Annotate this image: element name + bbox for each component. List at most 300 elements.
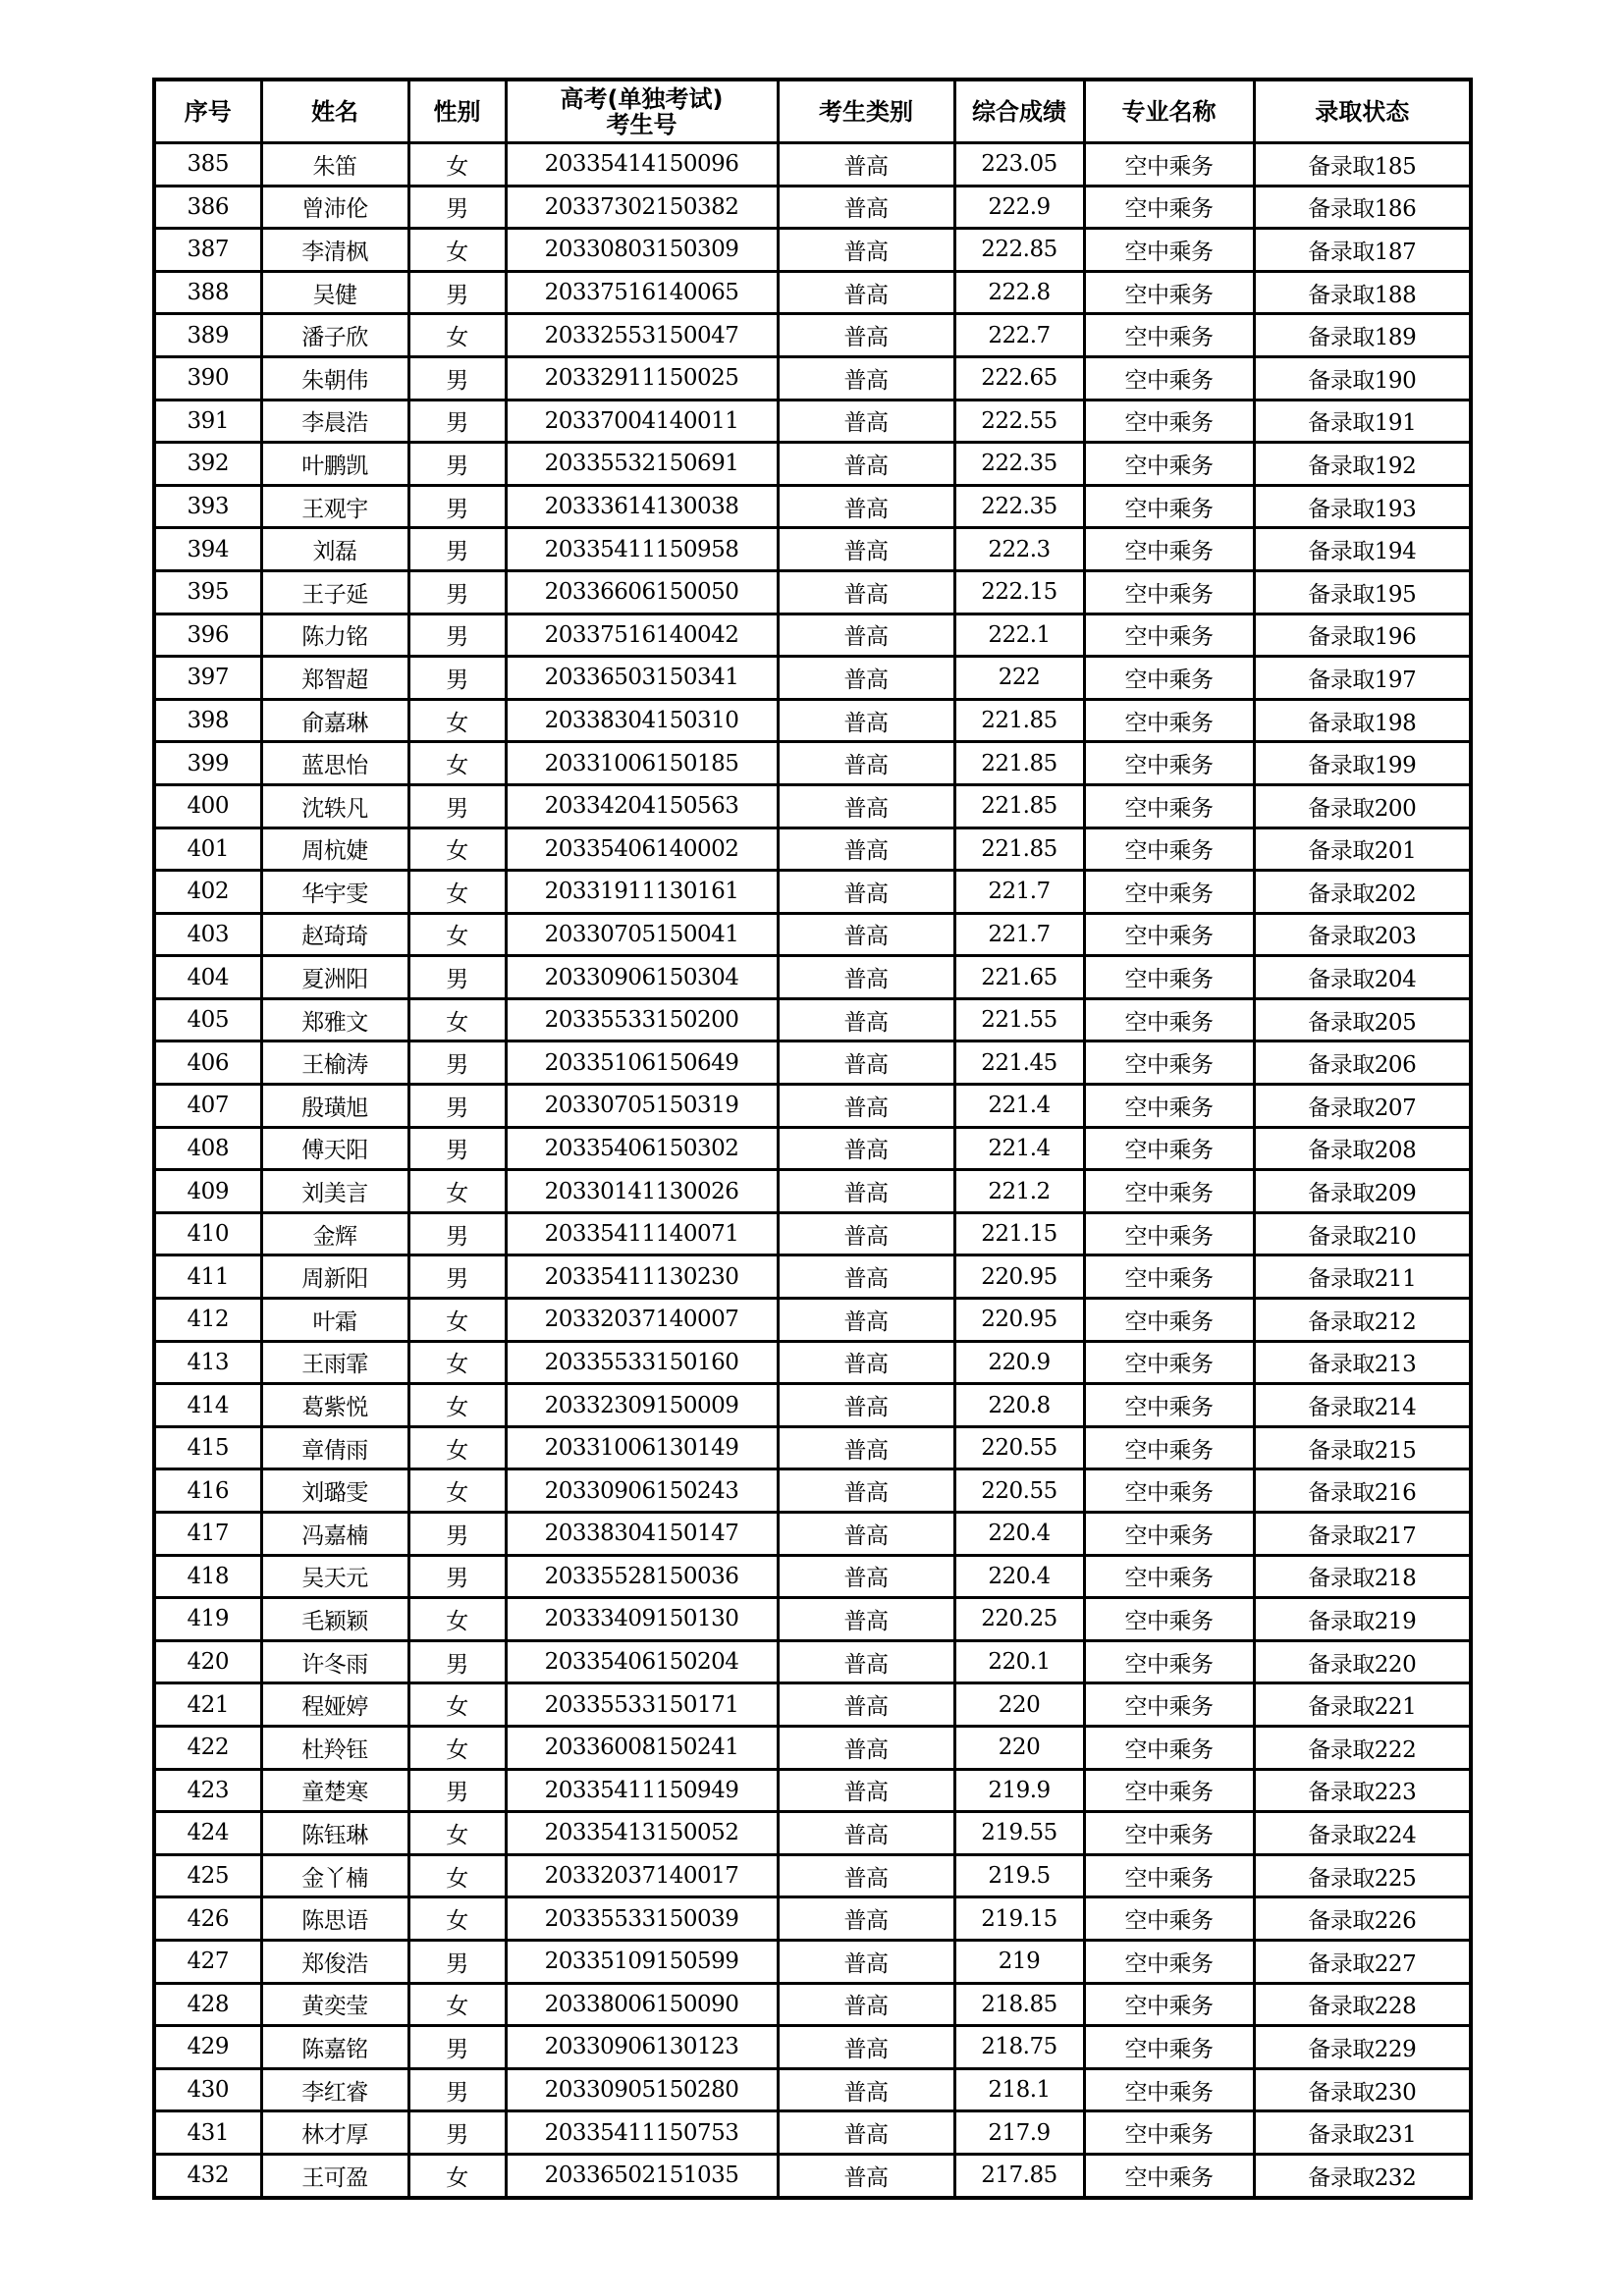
cell-seq: 424 xyxy=(154,1812,261,1855)
cell-score: 220.55 xyxy=(954,1426,1084,1469)
table-row xyxy=(154,271,1471,314)
cell-score: 222.55 xyxy=(954,400,1084,443)
table-row xyxy=(154,443,1471,486)
cell-exam-id: 20330906130123 xyxy=(506,2026,778,2069)
table-row xyxy=(154,314,1471,357)
cell-status: 备录取187 xyxy=(1254,229,1471,272)
cell-gender: 男 xyxy=(408,186,506,229)
cell-gender: 男 xyxy=(408,1212,506,1255)
cell-category: 普高 xyxy=(778,1085,954,1128)
cell-gender: 男 xyxy=(408,657,506,700)
cell-category: 普高 xyxy=(778,828,954,871)
cell-status: 备录取211 xyxy=(1254,1255,1471,1299)
cell-seq: 413 xyxy=(154,1341,261,1384)
cell-category: 普高 xyxy=(778,2154,954,2197)
table-row xyxy=(154,356,1471,400)
cell-name: 傅天阳 xyxy=(261,1127,408,1170)
cell-exam-id: 20336606150050 xyxy=(506,570,778,614)
cell-major: 空中乘务 xyxy=(1084,570,1254,614)
cell-score: 222 xyxy=(954,657,1084,700)
header-score: 综合成绩 xyxy=(954,80,1084,143)
cell-category: 普高 xyxy=(778,956,954,999)
cell-score: 218.75 xyxy=(954,2026,1084,2069)
cell-seq: 407 xyxy=(154,1085,261,1128)
cell-major: 空中乘务 xyxy=(1084,1127,1254,1170)
table-row xyxy=(154,570,1471,614)
cell-score: 219 xyxy=(954,1940,1084,1983)
cell-score: 222.35 xyxy=(954,485,1084,528)
cell-seq: 423 xyxy=(154,1769,261,1812)
cell-major: 空中乘务 xyxy=(1084,2154,1254,2197)
cell-gender: 男 xyxy=(408,400,506,443)
cell-status: 备录取217 xyxy=(1254,1513,1471,1556)
cell-category: 普高 xyxy=(778,699,954,742)
cell-category: 普高 xyxy=(778,186,954,229)
table-row xyxy=(154,784,1471,828)
cell-gender: 男 xyxy=(408,1085,506,1128)
cell-major: 空中乘务 xyxy=(1084,1170,1254,1213)
cell-exam-id: 20330705150041 xyxy=(506,913,778,956)
cell-gender: 男 xyxy=(408,271,506,314)
cell-name: 刘美言 xyxy=(261,1170,408,1213)
header-seq: 序号 xyxy=(154,80,261,143)
cell-major: 空中乘务 xyxy=(1084,314,1254,357)
cell-status: 备录取199 xyxy=(1254,742,1471,785)
cell-seq: 417 xyxy=(154,1513,261,1556)
cell-seq: 399 xyxy=(154,742,261,785)
cell-name: 许冬雨 xyxy=(261,1640,408,1683)
cell-status: 备录取200 xyxy=(1254,784,1471,828)
table-row xyxy=(154,1299,1471,1342)
cell-name: 李晨浩 xyxy=(261,400,408,443)
cell-category: 普高 xyxy=(778,2068,954,2111)
cell-seq: 395 xyxy=(154,570,261,614)
cell-gender: 女 xyxy=(408,1384,506,1427)
table-row xyxy=(154,1598,1471,1641)
cell-score: 220.95 xyxy=(954,1299,1084,1342)
cell-score: 220.95 xyxy=(954,1255,1084,1299)
cell-name: 王雨霏 xyxy=(261,1341,408,1384)
cell-major: 空中乘务 xyxy=(1084,2111,1254,2155)
cell-score: 221.85 xyxy=(954,742,1084,785)
cell-name: 华宇雯 xyxy=(261,871,408,914)
cell-score: 222.1 xyxy=(954,614,1084,657)
cell-category: 普高 xyxy=(778,1170,954,1213)
cell-name: 刘磊 xyxy=(261,528,408,571)
cell-major: 空中乘务 xyxy=(1084,998,1254,1041)
cell-status: 备录取185 xyxy=(1254,143,1471,187)
cell-seq: 425 xyxy=(154,1854,261,1897)
cell-name: 郑智超 xyxy=(261,657,408,700)
cell-exam-id: 20332309150009 xyxy=(506,1384,778,1427)
cell-category: 普高 xyxy=(778,1384,954,1427)
cell-status: 备录取189 xyxy=(1254,314,1471,357)
table-row xyxy=(154,1897,1471,1941)
table-row xyxy=(154,1726,1471,1769)
cell-score: 220.9 xyxy=(954,1341,1084,1384)
cell-major: 空中乘务 xyxy=(1084,657,1254,700)
cell-major: 空中乘务 xyxy=(1084,229,1254,272)
cell-status: 备录取195 xyxy=(1254,570,1471,614)
cell-gender: 女 xyxy=(408,1983,506,2026)
cell-score: 221.7 xyxy=(954,913,1084,956)
cell-name: 周杭婕 xyxy=(261,828,408,871)
table-row xyxy=(154,528,1471,571)
cell-status: 备录取196 xyxy=(1254,614,1471,657)
table-row xyxy=(154,1426,1471,1469)
cell-major: 空中乘务 xyxy=(1084,186,1254,229)
cell-name: 杜羚钰 xyxy=(261,1726,408,1769)
cell-seq: 420 xyxy=(154,1640,261,1683)
cell-major: 空中乘务 xyxy=(1084,1299,1254,1342)
table-row xyxy=(154,1170,1471,1213)
cell-name: 李红睿 xyxy=(261,2068,408,2111)
cell-status: 备录取192 xyxy=(1254,443,1471,486)
cell-score: 218.85 xyxy=(954,1983,1084,2026)
cell-seq: 396 xyxy=(154,614,261,657)
cell-name: 王观宇 xyxy=(261,485,408,528)
cell-major: 空中乘务 xyxy=(1084,1983,1254,2026)
cell-status: 备录取219 xyxy=(1254,1598,1471,1641)
cell-seq: 388 xyxy=(154,271,261,314)
cell-score: 220.25 xyxy=(954,1598,1084,1641)
table-row xyxy=(154,1341,1471,1384)
cell-exam-id: 20335411130230 xyxy=(506,1255,778,1299)
header-category: 考生类别 xyxy=(778,80,954,143)
cell-name: 陈力铭 xyxy=(261,614,408,657)
cell-exam-id: 20331006150185 xyxy=(506,742,778,785)
cell-status: 备录取215 xyxy=(1254,1426,1471,1469)
cell-seq: 422 xyxy=(154,1726,261,1769)
cell-status: 备录取222 xyxy=(1254,1726,1471,1769)
cell-gender: 男 xyxy=(408,614,506,657)
cell-major: 空中乘务 xyxy=(1084,1854,1254,1897)
cell-category: 普高 xyxy=(778,1426,954,1469)
header-name: 姓名 xyxy=(261,80,408,143)
table-row xyxy=(154,2111,1471,2155)
cell-major: 空中乘务 xyxy=(1084,1812,1254,1855)
cell-name: 王子延 xyxy=(261,570,408,614)
cell-exam-id: 20333614130038 xyxy=(506,485,778,528)
cell-category: 普高 xyxy=(778,913,954,956)
cell-major: 空中乘务 xyxy=(1084,1469,1254,1513)
cell-score: 221.85 xyxy=(954,828,1084,871)
cell-seq: 386 xyxy=(154,186,261,229)
cell-status: 备录取228 xyxy=(1254,1983,1471,2026)
cell-exam-id: 20330705150319 xyxy=(506,1085,778,1128)
cell-status: 备录取191 xyxy=(1254,400,1471,443)
cell-seq: 411 xyxy=(154,1255,261,1299)
table-row xyxy=(154,1640,1471,1683)
cell-category: 普高 xyxy=(778,1726,954,1769)
cell-name: 童楚寒 xyxy=(261,1769,408,1812)
cell-score: 220.4 xyxy=(954,1555,1084,1598)
cell-status: 备录取229 xyxy=(1254,2026,1471,2069)
table-row xyxy=(154,828,1471,871)
cell-status: 备录取186 xyxy=(1254,186,1471,229)
cell-category: 普高 xyxy=(778,1555,954,1598)
cell-name: 陈嘉铭 xyxy=(261,2026,408,2069)
cell-status: 备录取201 xyxy=(1254,828,1471,871)
cell-exam-id: 20335414150096 xyxy=(506,143,778,187)
cell-seq: 392 xyxy=(154,443,261,486)
cell-major: 空中乘务 xyxy=(1084,485,1254,528)
cell-name: 程娅婷 xyxy=(261,1683,408,1727)
cell-category: 普高 xyxy=(778,356,954,400)
cell-major: 空中乘务 xyxy=(1084,1726,1254,1769)
cell-category: 普高 xyxy=(778,229,954,272)
cell-score: 222.8 xyxy=(954,271,1084,314)
table-row xyxy=(154,1940,1471,1983)
cell-score: 221.7 xyxy=(954,871,1084,914)
cell-name: 叶霜 xyxy=(261,1299,408,1342)
cell-name: 葛紫悦 xyxy=(261,1384,408,1427)
cell-gender: 男 xyxy=(408,485,506,528)
cell-gender: 男 xyxy=(408,1513,506,1556)
cell-category: 普高 xyxy=(778,143,954,187)
cell-seq: 416 xyxy=(154,1469,261,1513)
cell-major: 空中乘务 xyxy=(1084,742,1254,785)
cell-seq: 405 xyxy=(154,998,261,1041)
cell-status: 备录取230 xyxy=(1254,2068,1471,2111)
cell-score: 222.15 xyxy=(954,570,1084,614)
table-row xyxy=(154,699,1471,742)
cell-score: 220.8 xyxy=(954,1384,1084,1427)
cell-name: 章倩雨 xyxy=(261,1426,408,1469)
cell-seq: 404 xyxy=(154,956,261,999)
cell-score: 223.05 xyxy=(954,143,1084,187)
cell-category: 普高 xyxy=(778,443,954,486)
cell-name: 叶鹏凯 xyxy=(261,443,408,486)
cell-gender: 男 xyxy=(408,2026,506,2069)
cell-gender: 女 xyxy=(408,871,506,914)
cell-status: 备录取225 xyxy=(1254,1854,1471,1897)
cell-category: 普高 xyxy=(778,2026,954,2069)
cell-exam-id: 20334204150563 xyxy=(506,784,778,828)
cell-name: 郑俊浩 xyxy=(261,1940,408,1983)
cell-major: 空中乘务 xyxy=(1084,1897,1254,1941)
cell-exam-id: 20337516140065 xyxy=(506,271,778,314)
cell-status: 备录取218 xyxy=(1254,1555,1471,1598)
cell-seq: 403 xyxy=(154,913,261,956)
cell-category: 普高 xyxy=(778,1255,954,1299)
cell-major: 空中乘务 xyxy=(1084,784,1254,828)
cell-status: 备录取214 xyxy=(1254,1384,1471,1427)
cell-exam-id: 20332553150047 xyxy=(506,314,778,357)
cell-status: 备录取210 xyxy=(1254,1212,1471,1255)
cell-category: 普高 xyxy=(778,998,954,1041)
cell-status: 备录取227 xyxy=(1254,1940,1471,1983)
cell-status: 备录取212 xyxy=(1254,1299,1471,1342)
cell-exam-id: 20338304150310 xyxy=(506,699,778,742)
cell-major: 空中乘务 xyxy=(1084,271,1254,314)
cell-gender: 女 xyxy=(408,1426,506,1469)
cell-exam-id: 20337004140011 xyxy=(506,400,778,443)
table-row xyxy=(154,657,1471,700)
table-row xyxy=(154,1683,1471,1727)
cell-gender: 男 xyxy=(408,956,506,999)
cell-exam-id: 20335411150949 xyxy=(506,1769,778,1812)
cell-score: 220.4 xyxy=(954,1513,1084,1556)
cell-status: 备录取206 xyxy=(1254,1041,1471,1085)
cell-gender: 女 xyxy=(408,2154,506,2197)
table-row xyxy=(154,1513,1471,1556)
cell-exam-id: 20335411150753 xyxy=(506,2111,778,2155)
cell-gender: 女 xyxy=(408,314,506,357)
cell-name: 金辉 xyxy=(261,1212,408,1255)
header-row xyxy=(154,80,1471,143)
table-row xyxy=(154,2068,1471,2111)
cell-major: 空中乘务 xyxy=(1084,956,1254,999)
cell-category: 普高 xyxy=(778,1598,954,1641)
cell-seq: 406 xyxy=(154,1041,261,1085)
cell-seq: 397 xyxy=(154,657,261,700)
cell-status: 备录取221 xyxy=(1254,1683,1471,1727)
cell-score: 221.15 xyxy=(954,1212,1084,1255)
cell-category: 普高 xyxy=(778,1983,954,2026)
cell-exam-id: 20330905150280 xyxy=(506,2068,778,2111)
cell-gender: 女 xyxy=(408,1854,506,1897)
cell-name: 刘璐雯 xyxy=(261,1469,408,1513)
cell-category: 普高 xyxy=(778,528,954,571)
cell-category: 普高 xyxy=(778,1897,954,1941)
cell-exam-id: 20330141130026 xyxy=(506,1170,778,1213)
table-row xyxy=(154,1212,1471,1255)
table-row xyxy=(154,1769,1471,1812)
cell-score: 221.65 xyxy=(954,956,1084,999)
cell-status: 备录取208 xyxy=(1254,1127,1471,1170)
table-row xyxy=(154,1255,1471,1299)
cell-category: 普高 xyxy=(778,784,954,828)
cell-status: 备录取198 xyxy=(1254,699,1471,742)
cell-gender: 女 xyxy=(408,1469,506,1513)
cell-gender: 女 xyxy=(408,1341,506,1384)
cell-exam-id: 20335413150052 xyxy=(506,1812,778,1855)
cell-gender: 男 xyxy=(408,1769,506,1812)
table-row xyxy=(154,485,1471,528)
cell-gender: 男 xyxy=(408,1255,506,1299)
cell-major: 空中乘务 xyxy=(1084,828,1254,871)
cell-gender: 女 xyxy=(408,699,506,742)
cell-gender: 男 xyxy=(408,1640,506,1683)
cell-seq: 427 xyxy=(154,1940,261,1983)
cell-status: 备录取205 xyxy=(1254,998,1471,1041)
header-gender: 性别 xyxy=(408,80,506,143)
table-row xyxy=(154,956,1471,999)
cell-major: 空中乘务 xyxy=(1084,400,1254,443)
cell-seq: 428 xyxy=(154,1983,261,2026)
cell-score: 217.9 xyxy=(954,2111,1084,2155)
table-row xyxy=(154,1555,1471,1598)
cell-gender: 男 xyxy=(408,443,506,486)
cell-major: 空中乘务 xyxy=(1084,2026,1254,2069)
cell-name: 蓝思怡 xyxy=(261,742,408,785)
cell-category: 普高 xyxy=(778,271,954,314)
table-row xyxy=(154,1983,1471,2026)
table-row xyxy=(154,1812,1471,1855)
cell-seq: 432 xyxy=(154,2154,261,2197)
cell-category: 普高 xyxy=(778,570,954,614)
cell-name: 吴天元 xyxy=(261,1555,408,1598)
cell-gender: 女 xyxy=(408,1299,506,1342)
cell-major: 空中乘务 xyxy=(1084,1212,1254,1255)
cell-name: 曾沛伦 xyxy=(261,186,408,229)
cell-name: 沈轶凡 xyxy=(261,784,408,828)
cell-exam-id: 20333409150130 xyxy=(506,1598,778,1641)
cell-score: 221.55 xyxy=(954,998,1084,1041)
cell-major: 空中乘务 xyxy=(1084,699,1254,742)
cell-score: 219.9 xyxy=(954,1769,1084,1812)
cell-exam-id: 20332037140007 xyxy=(506,1299,778,1342)
cell-category: 普高 xyxy=(778,1854,954,1897)
cell-exam-id: 20337302150382 xyxy=(506,186,778,229)
cell-status: 备录取204 xyxy=(1254,956,1471,999)
cell-exam-id: 20332911150025 xyxy=(506,356,778,400)
cell-major: 空中乘务 xyxy=(1084,1683,1254,1727)
cell-seq: 430 xyxy=(154,2068,261,2111)
cell-seq: 410 xyxy=(154,1212,261,1255)
cell-seq: 400 xyxy=(154,784,261,828)
cell-seq: 412 xyxy=(154,1299,261,1342)
cell-exam-id: 20335533150039 xyxy=(506,1897,778,1941)
cell-exam-id: 20336502151035 xyxy=(506,2154,778,2197)
cell-gender: 男 xyxy=(408,570,506,614)
cell-status: 备录取193 xyxy=(1254,485,1471,528)
table-row xyxy=(154,1469,1471,1513)
cell-name: 吴健 xyxy=(261,271,408,314)
cell-seq: 414 xyxy=(154,1384,261,1427)
cell-category: 普高 xyxy=(778,614,954,657)
table-row xyxy=(154,1384,1471,1427)
table-row xyxy=(154,1127,1471,1170)
cell-major: 空中乘务 xyxy=(1084,443,1254,486)
cell-status: 备录取209 xyxy=(1254,1170,1471,1213)
cell-exam-id: 20336503150341 xyxy=(506,657,778,700)
cell-seq: 385 xyxy=(154,143,261,187)
cell-exam-id: 20338304150147 xyxy=(506,1513,778,1556)
cell-major: 空中乘务 xyxy=(1084,1426,1254,1469)
cell-status: 备录取194 xyxy=(1254,528,1471,571)
cell-seq: 409 xyxy=(154,1170,261,1213)
cell-seq: 398 xyxy=(154,699,261,742)
cell-major: 空中乘务 xyxy=(1084,1085,1254,1128)
header-major: 专业名称 xyxy=(1084,80,1254,143)
cell-gender: 女 xyxy=(408,1726,506,1769)
cell-gender: 女 xyxy=(408,1897,506,1941)
cell-exam-id: 20335411150958 xyxy=(506,528,778,571)
cell-name: 俞嘉琳 xyxy=(261,699,408,742)
header-exam-id-line1: 高考(单独考试) xyxy=(560,84,724,113)
cell-score: 222.9 xyxy=(954,186,1084,229)
cell-status: 备录取188 xyxy=(1254,271,1471,314)
table-row xyxy=(154,742,1471,785)
cell-exam-id: 20337516140042 xyxy=(506,614,778,657)
cell-seq: 391 xyxy=(154,400,261,443)
cell-category: 普高 xyxy=(778,2111,954,2155)
cell-category: 普高 xyxy=(778,871,954,914)
cell-score: 219.15 xyxy=(954,1897,1084,1941)
table-body xyxy=(154,143,1471,2198)
cell-name: 陈思语 xyxy=(261,1897,408,1941)
cell-major: 空中乘务 xyxy=(1084,528,1254,571)
cell-name: 朱笛 xyxy=(261,143,408,187)
cell-name: 李清枫 xyxy=(261,229,408,272)
cell-status: 备录取226 xyxy=(1254,1897,1471,1941)
header-exam-id xyxy=(506,80,778,143)
cell-category: 普高 xyxy=(778,657,954,700)
cell-gender: 男 xyxy=(408,2068,506,2111)
cell-category: 普高 xyxy=(778,1341,954,1384)
